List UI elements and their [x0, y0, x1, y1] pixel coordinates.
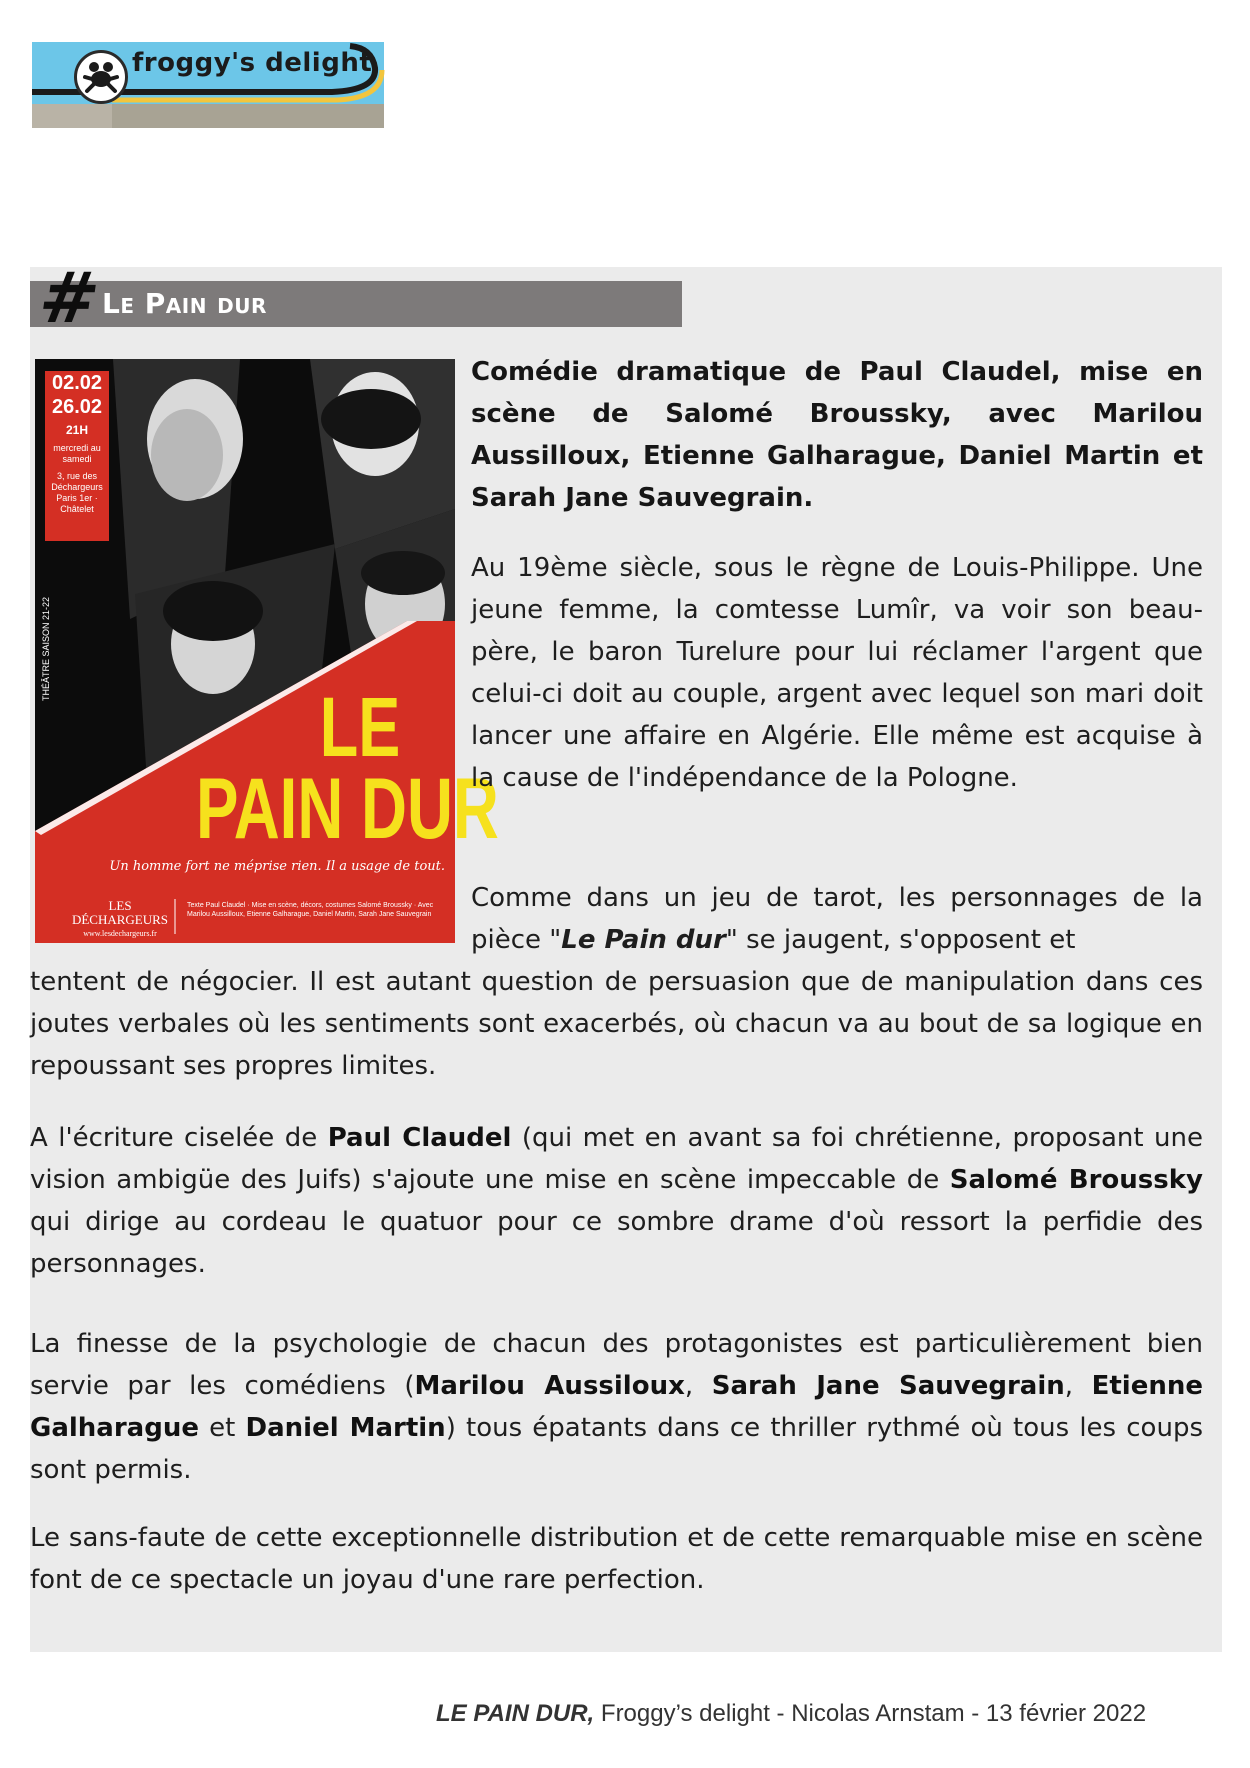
article-paragraph-3: [30, 1117, 1203, 1285]
poster-image: [35, 359, 499, 943]
p3-text-b: (qui met en avant sa foi chrétienne, proposant une vision ambigüe des Juifs) s'ajoute une mise en scène impeccable de: [30, 1123, 1203, 1195]
logo-name: froggy's delight: [132, 48, 373, 78]
poster-title-line2: PAIN DUR: [196, 761, 499, 857]
poster-theatre-name: LES DÉCHARGEURS: [71, 898, 169, 927]
footer-rest: Froggy’s delight - Nicolas Arnstam - 13 février 2022: [594, 1700, 1147, 1727]
p4-text-b: ) tous épatants dans ce thriller rythmé où tous les coups sont permis.: [30, 1413, 1203, 1485]
article-title: Le Pain dur: [102, 287, 267, 320]
poster-date-end: 26.02: [51, 396, 103, 418]
p4-sep-1: ,: [684, 1371, 712, 1401]
article-panel: [30, 257, 1222, 1652]
p4-sep-3: et: [198, 1413, 246, 1443]
p2-text-b: " se jaugent, s'opposent et: [725, 925, 1076, 955]
p4-sep-2: ,: [1064, 1371, 1092, 1401]
poster-date-start: 02.02: [51, 372, 103, 394]
article-lead: Comédie dramatique de Paul Claudel, mise en scène de Salomé Broussky, avec Marilou Aussilloux, Etienne Galharague, Daniel Martin et Sarah Jane Sauvegrain.: [471, 357, 1203, 513]
p2-text-a: Comme dans un jeu de tarot, les personnages de la pièce ": [471, 883, 1203, 955]
p4-text-a: La finesse de la psychologie de chacun des protagonistes est particulièrement bien servie par les comédiens (: [30, 1329, 1203, 1401]
site-logo[interactable]: [32, 42, 384, 128]
p4-actor-1: Marilou Aussiloux: [414, 1371, 685, 1401]
hash-icon: #: [34, 257, 105, 339]
article-paragraph-5: Le sans-faute de cette exceptionnelle distribution et de cette remarquable mise en scène font de ce spectacle un joyau d'une rare perfection.: [30, 1523, 1203, 1595]
poster-credits: Texte Paul Claudel · Mise en scène, décors, costumes Salomé Broussky · Avec Marilou Aussilloux, Etienne Galharague, Daniel Martin, Sarah Jane Sauvegrain: [187, 902, 434, 918]
p3-text-a: A l'écriture ciselée de: [30, 1123, 328, 1153]
article-paragraph-1: Au 19ème siècle, sous le règne de Louis-Philippe. Une jeune femme, la comtesse Lumîr, va voir son beau-père, le baron Turelure pour lui réclamer l'argent que celui-ci doit au couple, argent avec lequel son mari doit lancer une affaire en Algérie. Elle même est acquise à la cause de l'indépendance de la Pologne.: [471, 553, 1203, 793]
frog-icon: [74, 50, 128, 104]
poster-season: THÉÂTRE SAISON 21-22: [41, 596, 51, 701]
poster-tagline: Un homme fort ne méprise rien. Il a usage de tout.: [109, 859, 445, 874]
footer-title: LE PAIN DUR,: [436, 1700, 595, 1727]
p3-director: Salomé Broussky: [949, 1165, 1203, 1195]
poster-days: mercredi au samedi: [53, 443, 101, 464]
p4-actor-4: Daniel Martin: [245, 1413, 446, 1443]
poster-theatre-site: www.lesdechargeurs.fr: [83, 929, 157, 938]
p4-actor-3: Etienne Galharague: [30, 1371, 1203, 1443]
p3-author: Paul Claudel: [327, 1123, 512, 1153]
footer-credit: [436, 1700, 1146, 1728]
p4-actor-2: Sarah Jane Sauvegrain: [711, 1371, 1065, 1401]
poster-title-line1: LE: [319, 680, 401, 774]
article-paragraph-2-end: tentent de négocier. Il est autant question de persuasion que de manipulation dans ces joutes verbales où les sentiments sont exacerbés, où chacun va au bout de sa logique en repoussant ses propres limites.: [30, 967, 1203, 1081]
p2-play-title: Le Pain dur: [561, 925, 726, 955]
p3-text-c: qui dirige au cordeau le quatuor pour ce sombre drame d'où ressort la perfidie des personnages.: [30, 1207, 1203, 1279]
poster-theatre: [65, 899, 175, 941]
poster-hour: 21H: [65, 423, 88, 437]
poster-address: 3, rue des Déchargeurs Paris 1er · Châtelet: [51, 471, 103, 514]
article-title-bar: [30, 281, 682, 327]
poster-dates: [45, 371, 109, 541]
article-paragraph-2-start: [471, 877, 1203, 961]
article-paragraph-4: [30, 1323, 1203, 1491]
